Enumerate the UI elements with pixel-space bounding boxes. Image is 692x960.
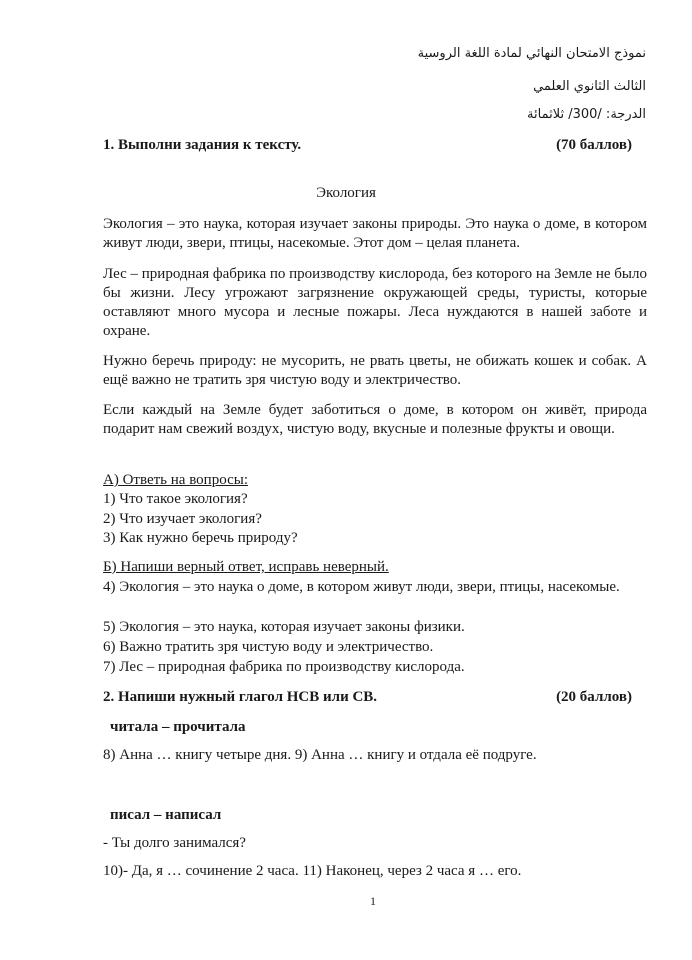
header-arabic-score: الدرجة: /300/ ثلاثمائة: [527, 107, 646, 122]
question-1: 1) Что такое экология?: [103, 491, 248, 507]
question-3: 3) Как нужно беречь природу?: [103, 530, 298, 546]
verb-pair-1: читала – прочитала: [110, 719, 246, 735]
paragraph-3: Нужно беречь природу: не мусорить, не рвать цветы, не обижать кошек и собак. А ещё важно не тратить зря чистую воду и электричество.: [103, 353, 647, 388]
section-b-heading: Б) Напиши верный ответ, исправь неверный.: [103, 559, 389, 575]
section-a-heading: А) Ответь на вопросы:: [103, 472, 248, 488]
task2-title: 2. Напиши нужный глагол НСВ или СВ.: [103, 689, 378, 705]
statement-7: 7) Лес – природная фабрика по производству кислорода.: [103, 659, 465, 675]
dialog-question: - Ты долго занимался?: [103, 835, 246, 851]
paragraph-1: Экология – это наука, которая изучает законы природы. Это наука о доме, в котором живут люди, звери, птицы, насекомые. Этот дом – целая планета.: [103, 216, 647, 251]
task1-points: (70 баллов): [556, 137, 632, 153]
statement-5: 5) Экология – это наука, которая изучает законы физики.: [103, 619, 465, 635]
statement-6: 6) Важно тратить зря чистую воду и электричество.: [103, 639, 434, 655]
question-2: 2) Что изучает экология?: [103, 511, 262, 527]
header-arabic-grade: الثالث الثانوي العلمي: [533, 79, 646, 94]
page-number: 1: [370, 894, 376, 908]
text-title: Экология: [316, 185, 376, 201]
verb-pair-2: писал – написал: [110, 807, 222, 823]
header-arabic-title: نموذج الامتحان النهائي لمادة اللغة الروسية: [417, 46, 646, 61]
sentence-10-11: 10)- Да, я … сочинение 2 часа. 11) Наконец, через 2 часа я … его.: [103, 863, 522, 879]
statement-4: 4) Экология – это наука о доме, в котором живут люди, звери, птицы, насекомые.: [103, 579, 620, 595]
paragraph-2: Лес – природная фабрика по производству кислорода, без которого на Земле не было бы жизни. Лесу угрожают загрязнение окружающей среды, туристы, которые оставляют много мусора и лесные пожары. Леса нуждаются в нашей заботе и охране.: [103, 266, 647, 339]
paragraph-4: Если каждый на Земле будет заботиться о доме, в котором он живёт, природа подарит нам свежий воздух, чистую воду, вкусные и полезные фрукты и овощи.: [103, 402, 647, 437]
task1-title: 1. Выполни задания к тексту.: [103, 137, 302, 153]
task2-points: (20 баллов): [556, 689, 632, 705]
sentence-8-9: 8) Анна … книгу четыре дня. 9) Анна … книгу и отдала её подруге.: [103, 747, 537, 763]
